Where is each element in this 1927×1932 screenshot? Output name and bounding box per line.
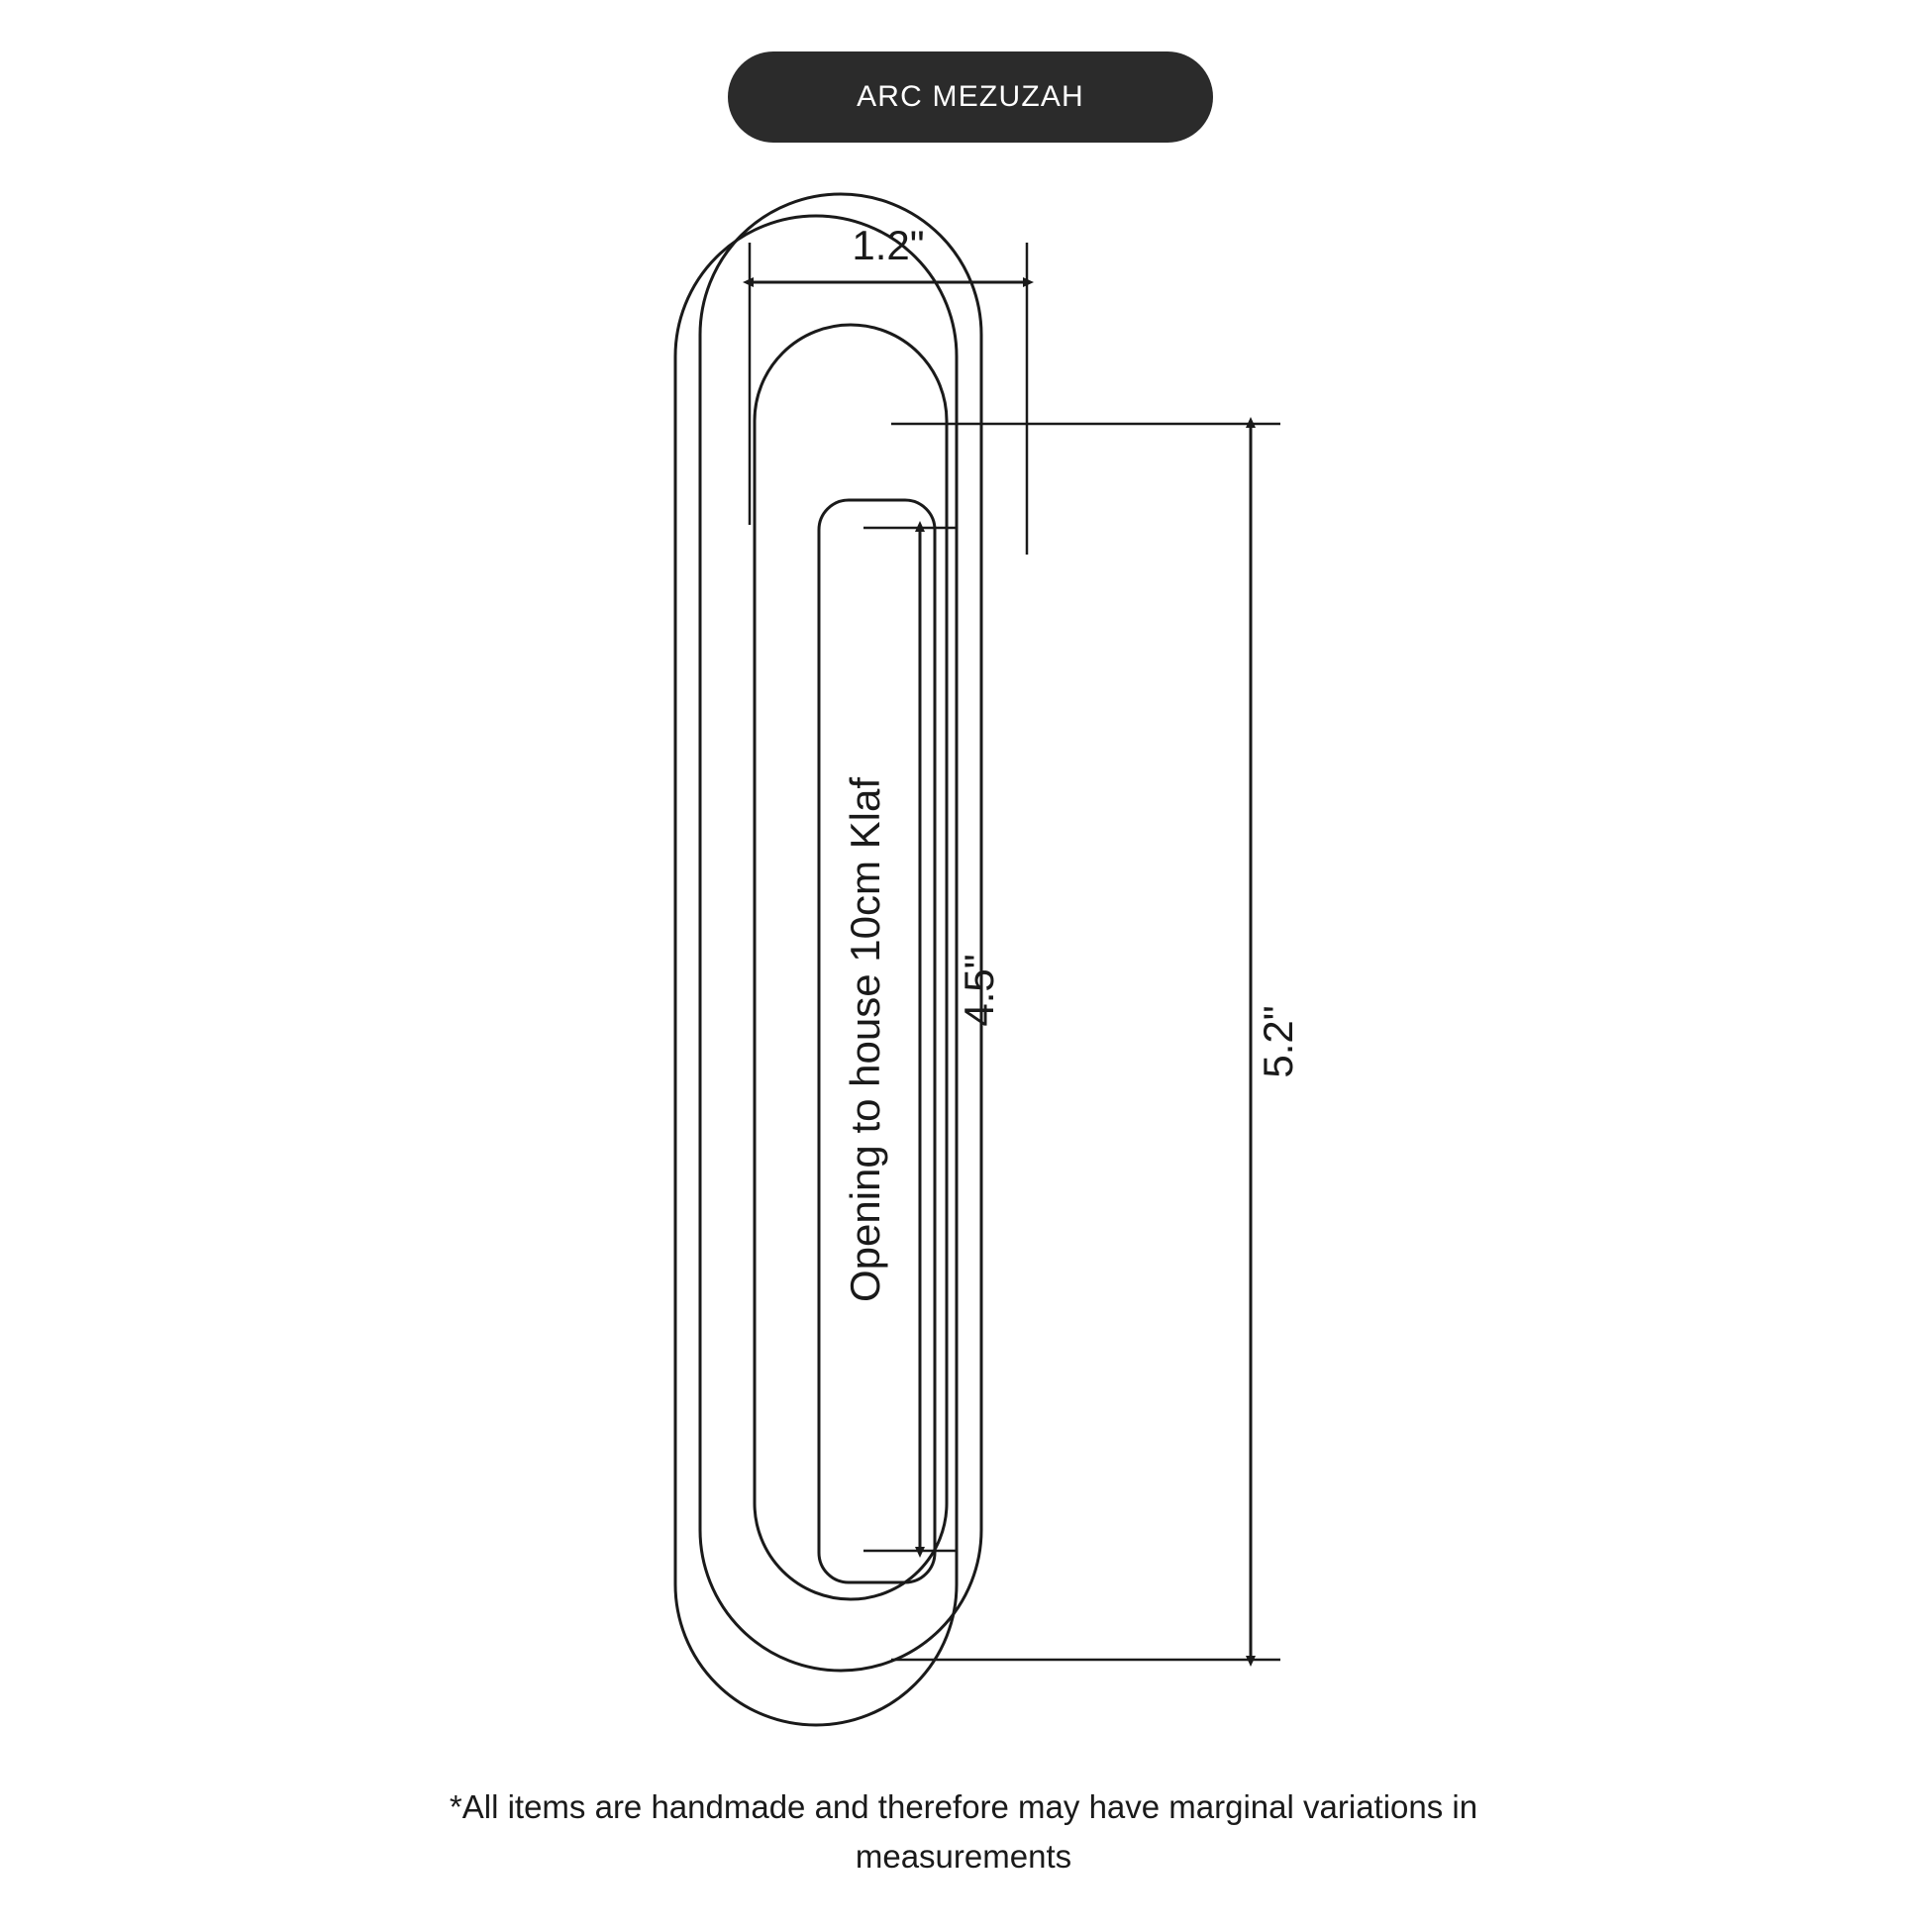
dimension-width xyxy=(750,222,1027,555)
footnote-line-1: *All items are handmade and therefore may have marginal variations in xyxy=(449,1788,1478,1825)
footnote-line-2: measurements xyxy=(855,1837,1072,1875)
dimension-overall-height-label: 5.2" xyxy=(1255,1005,1301,1078)
footnote xyxy=(0,1782,1927,1881)
outer-case-outline xyxy=(675,216,957,1725)
dimension-opening-height-label: 4.5" xyxy=(956,954,1002,1027)
page-title: ARC MEZUZAH xyxy=(857,80,1084,113)
case-outline xyxy=(700,194,981,1671)
opening-note-label: Opening to house 10cm Klaf xyxy=(842,776,888,1303)
dimension-overall-height xyxy=(891,424,1301,1660)
dimension-width-label: 1.2" xyxy=(852,222,925,268)
